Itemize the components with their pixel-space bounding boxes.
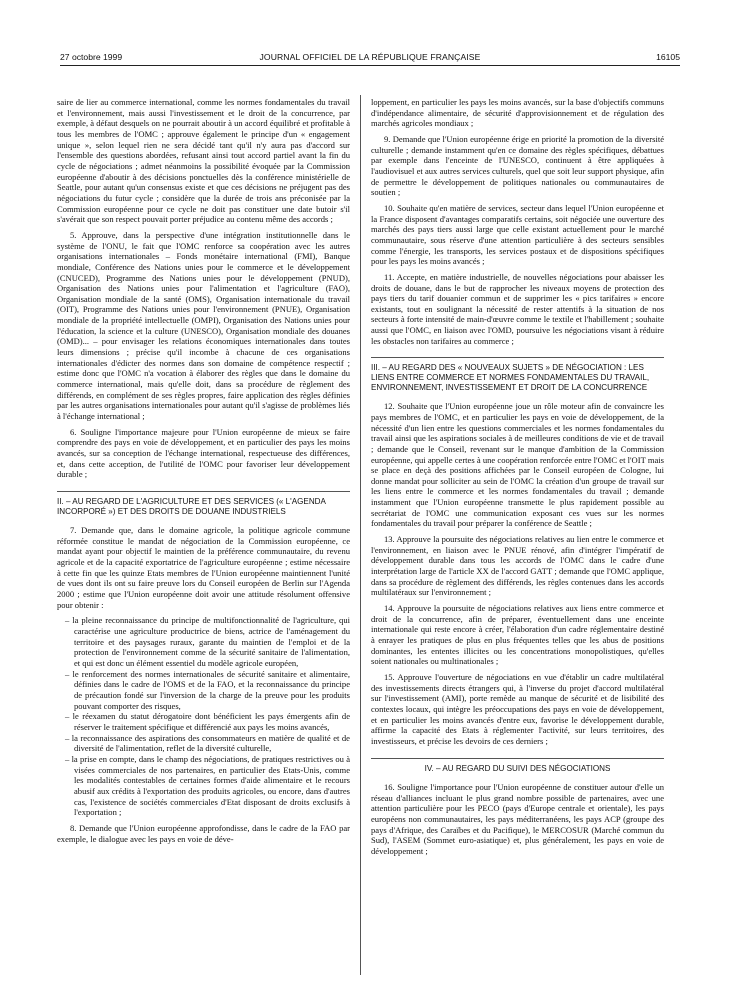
paragraph-8-continued: loppement, en particulier les pays les moins avancés, sur la base d'objectifs communs d'indépendance alimentaire, de sécurité d'approvisionnement et de régulation des marchés agricoles mondiaux ; (371, 97, 664, 129)
section-heading-2: II. – AU REGARD DE L'AGRICULTURE ET DES SERVICES (« L'AGENDA INCORPORÉ ») ET DES DROITS DE DOUANE INDUSTRIELS (57, 491, 350, 518)
header-rule (60, 65, 680, 66)
paragraph-13: 13. Approuve la poursuite des négociations relatives au lien entre le commerce et l'environnement, en liaison avec le PNUE rénové, afin d'intégrer l'impératif de développement durable dans tous les accords de l'OMC dans le cadre d'une interprétation large de l'article XX de l'accord GATT ; demande que l'OMC applique, dans sa procédure de règlement des différends, les règles contenues dans les accords multilatéraux sur l'environnement ; (371, 534, 664, 598)
paragraph-11: 11. Accepte, en matière industrielle, de nouvelles négociations pour abaisser les droits de douane, dans le but de rapprocher les niveaux moyens de protection des pays tiers du tarif douanier commun et de supprimer les « pics tarifaires » encore existants, tout en soulignant la nécessité de rester attentifs à la situation de nos secteurs à forte intensité de main-d'œuvre comme le textile et l'habillement ; souhaite aussi que l'OMC, en liaison avec l'OMD, poursuive les négociations visant à réduire les obstacles non tarifaires au commerce ; (371, 271, 664, 346)
paragraph-16: 16. Souligne l'importance pour l'Union européenne de constituer autour d'elle un réseau d'alliances incluant le plus grand nombre possible de partenaires, avec une attention particulière pour les PECO (pays d'Europe centrale et orientale), les pays européens non communautaires, les pays méditerranéens, les pays ACP (groupe des pays d'Afrique, des Caraïbes et du Pacifique), le MERCOSUR (Marché commun du Sud), l'ASEM (Sommet euro-asiatique) et, plus généralement, les pays en voie de développement ; (371, 782, 664, 857)
left-column (57, 97, 350, 849)
paragraph-15: 15. Approuve l'ouverture de négociations en vue d'établir un cadre multilatéral des investissements directs étrangers qui, à l'inverse du projet d'accord multilatéral sur l'investissement (AMI), porte remède au manque de sécurité et de lisibilité des contextes locaux, qui intègre les préoccupations des pays en voie de développement, et en particulier les moins avancés d'entre eux, favorise le développement durable, affirme la capacité des Etats à réglementer l'activité, sur leurs territoires, des investisseurs, et précise les devoirs de ces derniers ; (371, 671, 664, 746)
paragraph-14: 14. Approuve la poursuite de négociations relatives aux liens entre commerce et droit de la concurrence, afin de préparer, éventuellement dans une enceinte internationale qui reste encore à créer, l'élaboration d'un cadre réglementaire destiné à enrayer les pratiques de plus en plus fréquentes telles que les abus de positions dominantes, les ententes illicites ou les concentrations monopolistiques, qu'elles soient nationales ou multinationales ; (371, 603, 664, 667)
paragraph-5: 5. Approuve, dans la perspective d'une intégration institutionnelle dans le système de l'ONU, le fait que l'OMC renforce sa coopération avec les autres organisations internationales – Fonds monétaire international (FMI), Banque mondiale, Conférence des Nations unies pour le commerce et le développement (CNUCED), Programme des Nations unies pour le développement (PNUD), Organisation des Nations unies pour l'alimentation et l'agriculture (FAO), Organisation mondiale de la santé (OMS), Organisation internationale du travail (OIT), Programme des Nations unies pour l'environnement (PNUE), Organisation mondiale de la propriété intellectuelle (OMPI), Organisation des Nations unies pour l'éducation, la science et la culture (UNESCO), Organisation mondiale des douanes (OMD)... – pour envisager les relations économiques internationales dans toutes leurs dimensions ; précise qu'il incombe à chacune de ces organisations internationales d'édicter des normes dans son domaine de compétence respectif ; estime donc que l'OMC n'a vocation à élaborer des règles que dans le domaine du commerce international, mais qu'elle doit, dans sa procédure de règlement des différends, en complément de ses règles propres, faire application des règles définies par les autres organisations internationales pour autant qu'il s'agisse de problèmes liés à l'échange international ; (57, 229, 350, 422)
paragraph-7: 7. Demande que, dans le domaine agricole, la politique agricole commune réformée constitue le mandat de négociation de la Commission européenne, ce mandat ayant pour objectif le maintien de la préférence communautaire, du revenu agricole et de la capacité exportatrice de l'agriculture européenne ; estime nécessaire à cette fin que les quinze Etats membres de l'Union européenne maintiennent l'unité de vues dont ils ont su faire preuve lors du Conseil européen de Berlin sur l'Agenda 2000 ; estime que l'Union européenne doit avoir une attitude résolument offensive pour obtenir : (57, 525, 350, 610)
paragraph-10: 10. Souhaite qu'en matière de services, secteur dans lequel l'Union européenne et la France disposent d'avantages comparatifs certains, soit négociée une ouverture des marchés des pays tiers aussi large que celle existant actuellement pour le marché communautaire, sous réserve d'une attention particulière à des secteurs sensibles comme l'énergie, les transports, les services postaux et de dispositions spécifiques pour les pays les moins avancés ; (371, 202, 664, 267)
paragraph-12: 12. Souhaite que l'Union européenne joue un rôle moteur afin de convaincre les pays membres de l'OMC, et en particulier les pays en voie de développement, de la nécessité d'un lien entre les questions commerciales et les normes fondamentales du travail ainsi que les aspirations sociales à de meilleures conditions de vie et de travail ; demande que le Conseil, revenant sur le manque d'ambition de la Commission européenne, qui appelle certes à une coopération renforcée entre l'OMC et l'OIT mais se place en deçà des positions affichées par le Conseil européen de Cologne, lui donne mandat pour solliciter au sein de l'OMC la création d'un groupe de travail sur les liens entre le commerce et les normes fondamentales du travail ; demande instamment que l'Union européenne transmette le plus rapidement possible au secrétariat de l'OMC une communication exposant ces vues sur les normes fondamentales du travail pour préparer la conférence de Seattle ; (371, 401, 664, 529)
paragraph-4-continued: saire de lier au commerce international, comme les normes fondamentales du travail et l'environnement, mais aussi l'investissement et le droit de la concurrence, par exemple, à défaut desquels on ne pourrait aboutir à un accord équilibré et profitable à tous les membres de l'OMC ; approuve également le principe d'un « engagement unique », selon lequel rien ne sera décidé tant qu'il n'y aura pas d'accord sur l'ensemble des questions abordées, refusant ainsi tout accord partiel avant la fin du cycle de négociations ; admet néanmoins la possibilité évoquée par la Commission européenne d'aboutir à des décisions ponctuelles dès la conférence ministérielle de Seattle, pour autant qu'un consensus existe et que ces décisions ne préjugent pas des négociations du futur cycle ; considère que la durée de trois ans préconisée par la Commission européenne pour ce cycle ne doit pas constituer une date butoir s'il s'avérait que son respect pouvait porter préjudice au contenu même des accords ; (57, 97, 350, 225)
list-item: – la reconnaissance des aspirations des consommateurs en matière de qualité et de diversité de l'alimentation, reflet de la diversité culturelle, (57, 733, 350, 754)
list-item: – la pleine reconnaissance du principe de multifonctionnalité de l'agriculture, qui caractérise une agriculture productrice de biens, actrice de l'aménagement du territoire et des paysages ruraux, garante du maintien de l'emploi et de la protection de l'environnement comme de la sécurité sanitaire de l'alimentation, et qui est donc un élément essentiel du modèle agricole européen, (57, 615, 350, 668)
right-column (371, 97, 664, 862)
page-header (60, 52, 680, 66)
column-divider (360, 95, 361, 975)
list-item: – le réexamen du statut dérogatoire dont bénéficient les pays émergents afin de réserver le traitement spécifique et différencié aux pays les moins avancés, (57, 711, 350, 732)
header-title: JOURNAL OFFICIEL DE LA RÉPUBLIQUE FRANÇAISE (259, 52, 481, 62)
paragraph-6: 6. Souligne l'importance majeure pour l'Union européenne de mieux se faire comprendre des pays en voie de développement, et en particulier des pays les moins avancés, sur sa conception de l'échange international, respectueuse des différences, et, dans cette acception, de l'utilité de l'OMC pour favoriser leur développement durable ; (57, 426, 350, 480)
section-heading-4: IV. – AU REGARD DU SUIVI DES NÉGOCIATIONS (371, 758, 664, 776)
header-date: 27 octobre 1999 (60, 52, 123, 62)
paragraph-9: 9. Demande que l'Union européenne érige en priorité la promotion de la diversité culturelle ; demande instamment qu'en ce domaine des règles spécifiques, débattues par exemple dans l'enceinte de l'UNESCO, continuent à être appliquées à l'audiovisuel et aux autres services culturels, quel que soit leur support physique, afin de permettre le développement de politiques nationales ou communautaires de soutien ; (371, 133, 664, 198)
list-item: – la prise en compte, dans le champ des négociations, de pratiques restrictives ou à visées commerciales de nos partenaires, en particulier des Etats-Unis, comme les modalités contestables de certaines formes d'aide alimentaire et le recours abusif aux crédits à l'exportation des produits agricoles, ou encore, dans d'autres cas, l'existence de sociétés commerciales d'Etat disposant de droits exclusifs à l'exportation ; (57, 754, 350, 818)
list-item: – le renforcement des normes internationales de sécurité sanitaire et alimentaire, définies dans le cadre de l'OMS et de la FAO, et la reconnaissance du principe de précaution fondé sur l'inversion de la charge de la preuve pour les produits pouvant comporter des risques, (57, 669, 350, 712)
paragraph-8-start: 8. Demande que l'Union européenne approfondisse, dans le cadre de la FAO par exemple, le dialogue avec les pays en voie de déve- (57, 822, 350, 844)
header-page-number: 16105 (656, 52, 680, 62)
paragraph-7-list (57, 615, 350, 817)
section-heading-3: III. – AU REGARD DES « NOUVEAUX SUJETS » DE NÉGOCIATION : LES LIENS ENTRE COMMERCE ET NORMES FONDAMENTALES DU TRAVAIL, ENVIRONNEMENT, INVESTISSEMENT ET DROIT DE LA CONCURRENCE (371, 357, 664, 394)
